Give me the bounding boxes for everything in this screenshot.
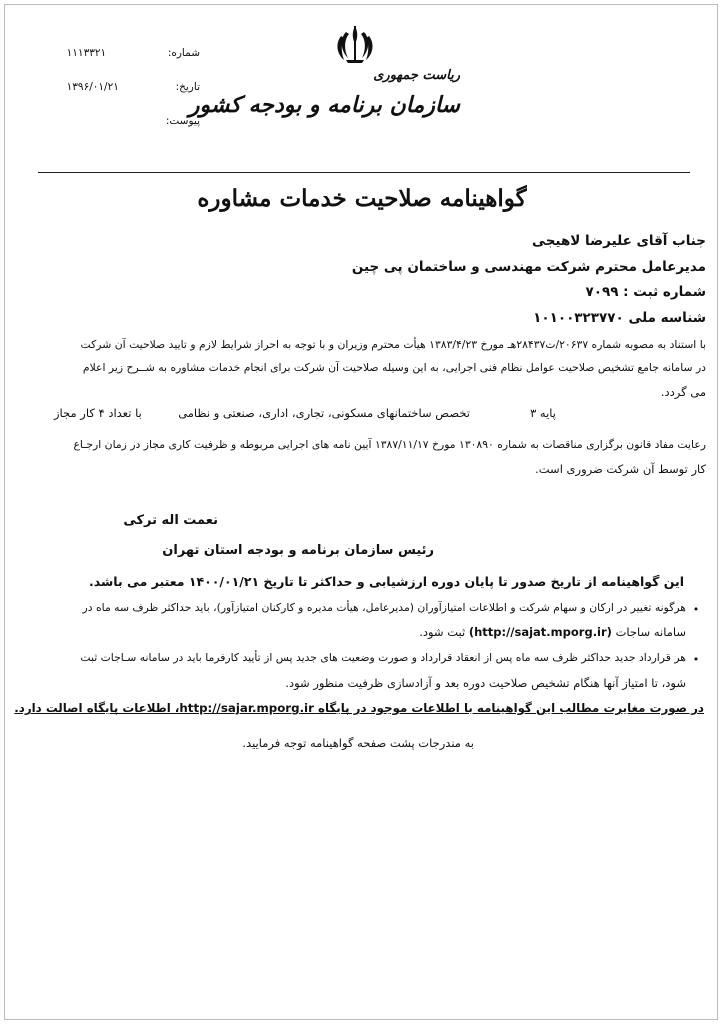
body-line-2: در سامانه جامع تشخیص صلاحیت عوامل نظام فنی اجرایی، به این وسیله صلاحیت آن شرکت برای انجام خدمات مشاوره به شــرح زیر اعلام: [82, 361, 706, 374]
recipient-position: مدیرعامل محترم شرکت مهندسی و ساختمان پی چین: [351, 259, 706, 275]
registration-number: شماره ثبت : ۷۰۹۹: [585, 284, 706, 300]
date-label: تاریخ:: [175, 81, 200, 93]
note-1-suffix: ثبت شود.: [419, 625, 466, 639]
number-label: شماره:: [167, 47, 200, 59]
qualification-rank: پایه ۳: [530, 406, 556, 420]
signatory-title: رئیس سازمان برنامه و بودجه استان تهران: [162, 543, 434, 558]
signatory-name: نعمت اله ترکی: [123, 513, 218, 528]
qualification-specialty: تخصص ساختمانهای مسکونی، تجاری، اداری، صنعتی و نظامی: [178, 406, 470, 420]
number-row: [60, 48, 200, 64]
certificate-title: گواهینامه صلاحیت خدمات مشاوره: [197, 185, 527, 212]
validity-statement: این گواهینامه از تاریخ صدور تا پایان دوره ارزشیابی و حداکثر تا تاریخ ۱۴۰۰/۰۱/۲۱ معتبر می باشد.: [89, 574, 684, 589]
page-border: [4, 4, 718, 1020]
number-value: ۱۱۱۳۳۲۱: [66, 47, 107, 59]
sajat-link[interactable]: (http://sajat.mporg.ir): [468, 625, 612, 639]
recipient-name: جناب آقای علیرضا لاهیجی: [532, 233, 706, 249]
body-line-4: رعایت مفاد قانون برگزاری مناقصات به شماره ۱۳۰۸۹۰ مورخ ۱۳۸۷/۱۱/۱۷ آیین نامه های اجرایی مربوطه و ظرفیت کاری مجاز در زمان ارجـاع: [73, 438, 706, 451]
attachment-label: پیوست:: [165, 115, 200, 127]
org-name: سازمان برنامه و بودجه کشور: [188, 92, 460, 118]
note-2-bullet: •: [692, 653, 700, 666]
date-row: [60, 82, 200, 98]
body-line-1: با استناد به مصوبه شماره ۲۰۶۳۷/ت۲۸۴۳۷هـ مورخ ۱۳۸۳/۴/۲۳ هیأت محترم وزیران و با توجه به احراز شرایط لازم و تایید صلاحیت آن شرکت: [80, 338, 706, 351]
note-1-prefix: سامانه ساجات: [615, 625, 686, 639]
body-line-5: کار توسط آن شرکت ضروری است.: [535, 462, 706, 476]
qualification-row: [20, 406, 706, 426]
note-1-line-2: [20, 625, 686, 639]
qualification-capacity: با تعداد ۴ کار مجاز: [54, 406, 142, 420]
note-1-bullet: •: [692, 603, 700, 616]
footer-note: به مندرجات پشت صفحه گواهینامه توجه فرمایید.: [242, 736, 474, 750]
body-line-3: می گردد.: [660, 385, 706, 399]
attachment-row: [60, 116, 200, 132]
organization-logo-text: [188, 60, 460, 130]
national-id: شناسه ملی ۱۰۱۰۰۳۲۳۷۷۰: [533, 310, 706, 326]
date-value: ۱۳۹۶/۰۱/۲۱: [66, 81, 119, 93]
discrepancy-statement: در صورت مغایرت مطالب این گواهینامه با اطلاعات موجود در پایگاه http://sajar.mporg.ir، اطلاعات پایگاه اصالت دارد.: [14, 701, 704, 715]
org-subtitle: ریاست جمهوری: [373, 68, 460, 83]
note-1-line-1: هرگونه تغییر در ارکان و سهام شرکت و اطلاعات امتیازآوران (مدیرعامل، هیأت مدیره و کارکنان امتیازآور)، باید حداکثر ظرف سه ماه در: [82, 601, 686, 614]
note-2-line-1: هر قرارداد جدید حداکثر ظرف سه ماه پس از انعقاد قرارداد و صورت وضعیت های جدید پس از تأیید کارفرما باید در سامانه سـاجات ثبت: [80, 651, 686, 664]
header-divider: [38, 172, 690, 173]
note-2-line-2: شود، تا امتیاز آنها هنگام تشخیص صلاحیت دوره بعد و آزادسازی ظرفیت منظور شود.: [285, 676, 686, 690]
